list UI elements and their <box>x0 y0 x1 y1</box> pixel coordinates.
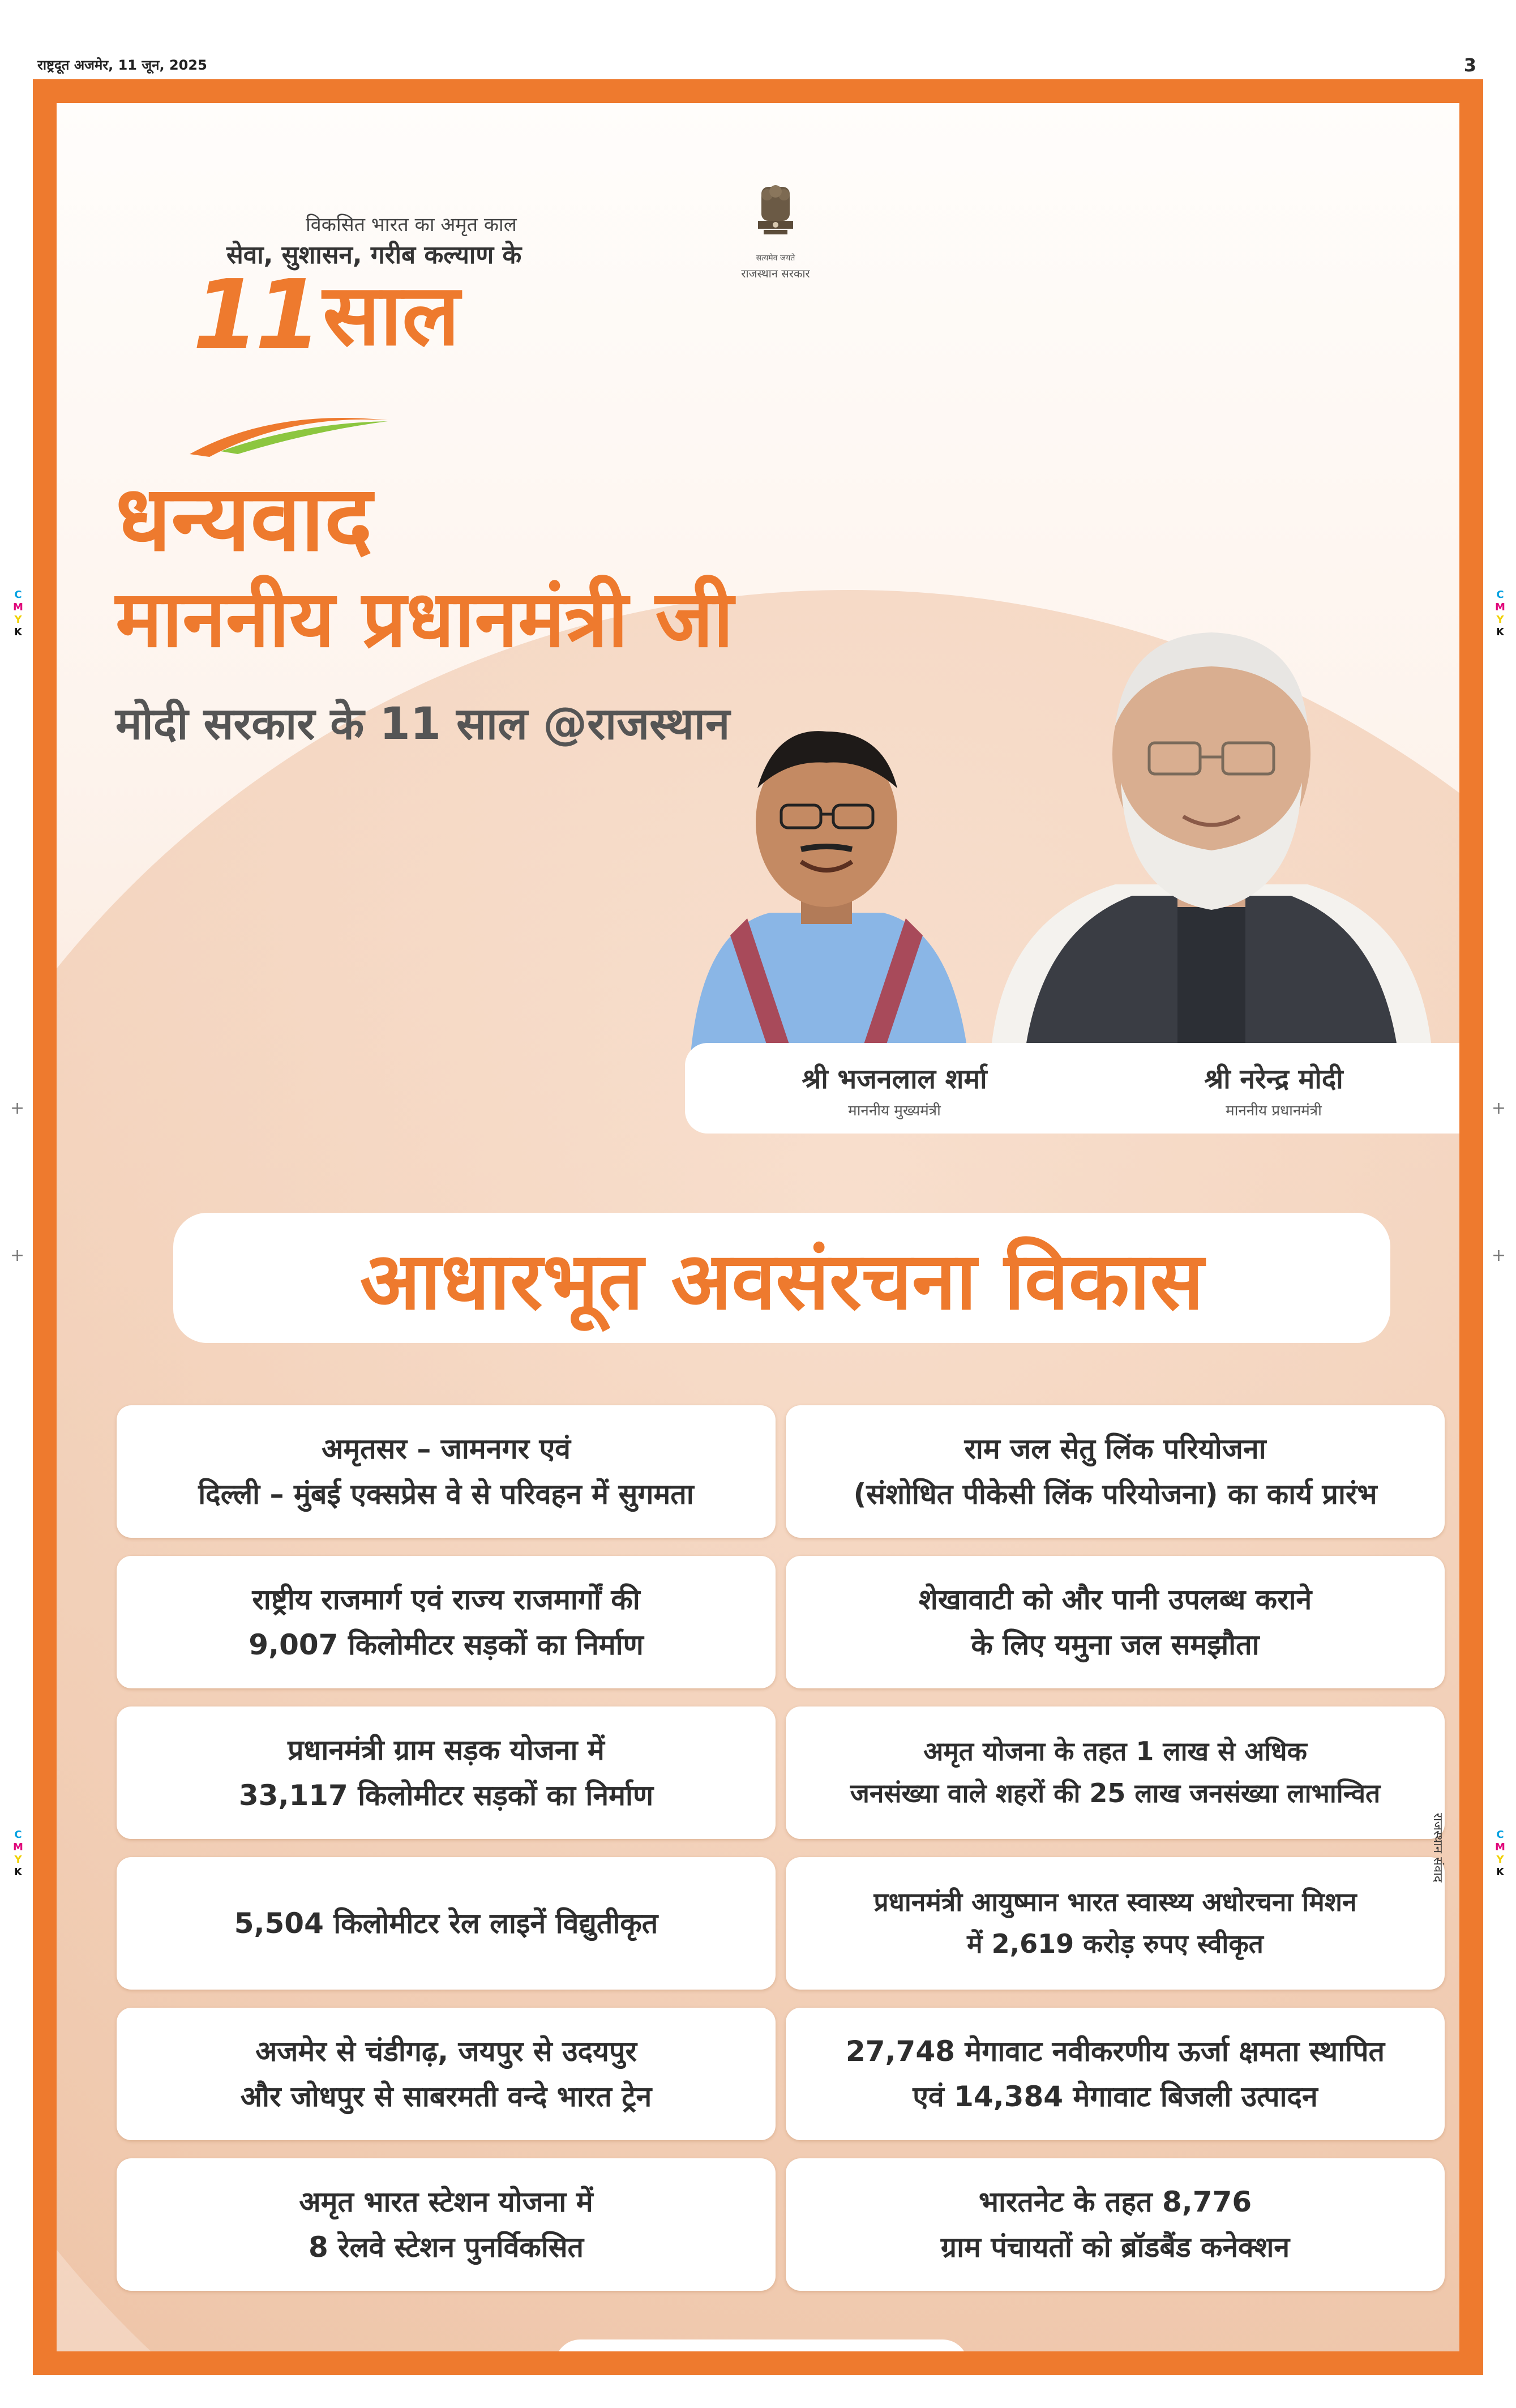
card-line: अजमेर से चंडीगढ़, जयपुर से उदयपुर <box>255 2035 637 2068</box>
card-line: 9,007 किलोमीटर सड़कों का निर्माण <box>249 1628 644 1661</box>
pm-name: श्री नरेन्द्र मोदी <box>1204 1063 1343 1095</box>
card-line: शेखावाटी को और पानी उपलब्ध कराने <box>918 1583 1312 1616</box>
section-title: आधारभूत अवसंरचना विकास <box>359 1235 1204 1328</box>
footer-department: सूचना एवं जनसम्पर्क विभाग, राजस्थान <box>555 2339 968 2375</box>
achievement-card <box>117 1706 776 1839</box>
achievement-card <box>786 1556 1445 1688</box>
achievement-card <box>117 1857 776 1990</box>
achievement-card <box>786 1857 1445 1990</box>
print-header: राष्ट्रदूत अजमेर, 11 जून, 2025 <box>37 57 207 73</box>
headline-pm: माननीय प्रधानमंत्री जी <box>115 574 734 665</box>
prime-minister-photo <box>991 601 1432 1054</box>
card-line: और जोधपुर से साबरमती वन्दे भारत ट्रेन <box>240 2080 652 2113</box>
card-line: 5,504 किलोमीटर रेल लाइनें विद्युतीकृत <box>234 1907 658 1940</box>
cmyk-marks-right-top: C M Y K <box>1495 589 1505 638</box>
ashoka-emblem-icon <box>750 182 801 250</box>
achievement-card <box>786 2158 1445 2291</box>
card-line: एवं 14,384 मेगावाट बिजली उत्पादन <box>913 2080 1318 2113</box>
card-line: प्रधानमंत्री आयुष्मान भारत स्वास्थ्य अधोरचना मिशन <box>873 1887 1357 1918</box>
card-line: भारतनेट के तहत 8,776 <box>978 2185 1252 2218</box>
campaign-tagline-line1: विकसित भारत का अमृत काल <box>306 213 517 236</box>
card-line: 33,117 किलोमीटर सड़कों का निर्माण <box>238 1779 654 1812</box>
achievement-card <box>786 2008 1445 2140</box>
card-line: 27,748 मेगावाट नवीकरणीय ऊर्जा क्षमता स्थापित <box>845 2035 1385 2068</box>
emblem-label: राजस्थान सरकार <box>741 267 810 280</box>
card-line: राष्ट्रीय राजमार्ग एवं राज्य राजमार्गों की <box>252 1583 640 1616</box>
achievement-card <box>117 1556 776 1688</box>
card-line: राम जल सेतु लिंक परियोजना <box>964 1432 1266 1465</box>
chief-minister-photo <box>679 692 974 1054</box>
card-line: अमृत योजना के तहत 1 लाख से अधिक <box>923 1736 1307 1767</box>
cmyk-marks-left-top: C M Y K <box>13 589 23 638</box>
registration-mark: + <box>10 1246 25 1265</box>
page-number: 3 <box>1463 54 1476 76</box>
pm-title: माननीय प्रधानमंत्री <box>1226 1102 1322 1119</box>
emblem-motto: सत्यमेव जयते <box>756 254 795 263</box>
card-line: जनसंख्या वाले शहरों की 25 लाख जनसंख्या लाभान्वित <box>850 1778 1381 1808</box>
achievement-card <box>786 1405 1445 1538</box>
section-banner <box>173 1213 1390 1343</box>
registration-mark: + <box>1491 1098 1506 1118</box>
achievement-card <box>786 1706 1445 1839</box>
card-line: ग्राम पंचायतों को ब्रॉडबैंड कनेक्शन <box>940 2231 1290 2264</box>
side-credit: राजस्थान संवाद <box>1431 1813 1445 1883</box>
campaign-saal-word: साल <box>323 266 460 365</box>
card-line: के लिए यमुना जल समझौता <box>971 1628 1260 1661</box>
card-line: दिल्ली – मुंबई एक्सप्रेस वे से परिवहन में सुगमता <box>198 1478 694 1511</box>
cmyk-marks-left-bottom: C M Y K <box>13 1829 23 1878</box>
cmyk-marks-right-bottom: C M Y K <box>1495 1829 1505 1878</box>
campaign-swoosh-icon <box>187 397 391 460</box>
card-line: अमृत भारत स्टेशन योजना में <box>299 2185 593 2218</box>
achievement-card <box>117 1405 776 1538</box>
campaign-tagline-line2: सेवा, सुशासन, गरीब कल्याण के <box>226 241 522 270</box>
headline-thanks: धन्यवाद <box>115 465 372 571</box>
card-line: 8 रेलवे स्टेशन पुनर्विकसित <box>308 2231 584 2264</box>
card-line: अमृतसर – जामनगर एवं <box>322 1432 571 1465</box>
achievement-card <box>117 2008 776 2140</box>
advertisement-frame <box>33 79 1483 2375</box>
headline-subtitle: मोदी सरकार के 11 साल @राजस्थान <box>115 699 730 750</box>
achievement-card <box>117 2158 776 2291</box>
state-emblem <box>730 182 821 281</box>
registration-mark: + <box>1491 1246 1506 1265</box>
registration-mark: + <box>10 1098 25 1118</box>
card-line: (संशोधित पीकेसी लिंक परियोजना) का कार्य प्रारंभ <box>853 1478 1377 1511</box>
cm-title: माननीय मुख्यमंत्री <box>848 1102 941 1119</box>
cm-name: श्री भजनलाल शर्मा <box>802 1063 987 1095</box>
card-line: में 2,619 करोड़ रुपए स्वीकृत <box>967 1928 1264 1959</box>
campaign-eleven-number: 11 <box>192 259 318 371</box>
card-line: प्रधानमंत्री ग्राम सड़क योजना में <box>288 1734 605 1767</box>
